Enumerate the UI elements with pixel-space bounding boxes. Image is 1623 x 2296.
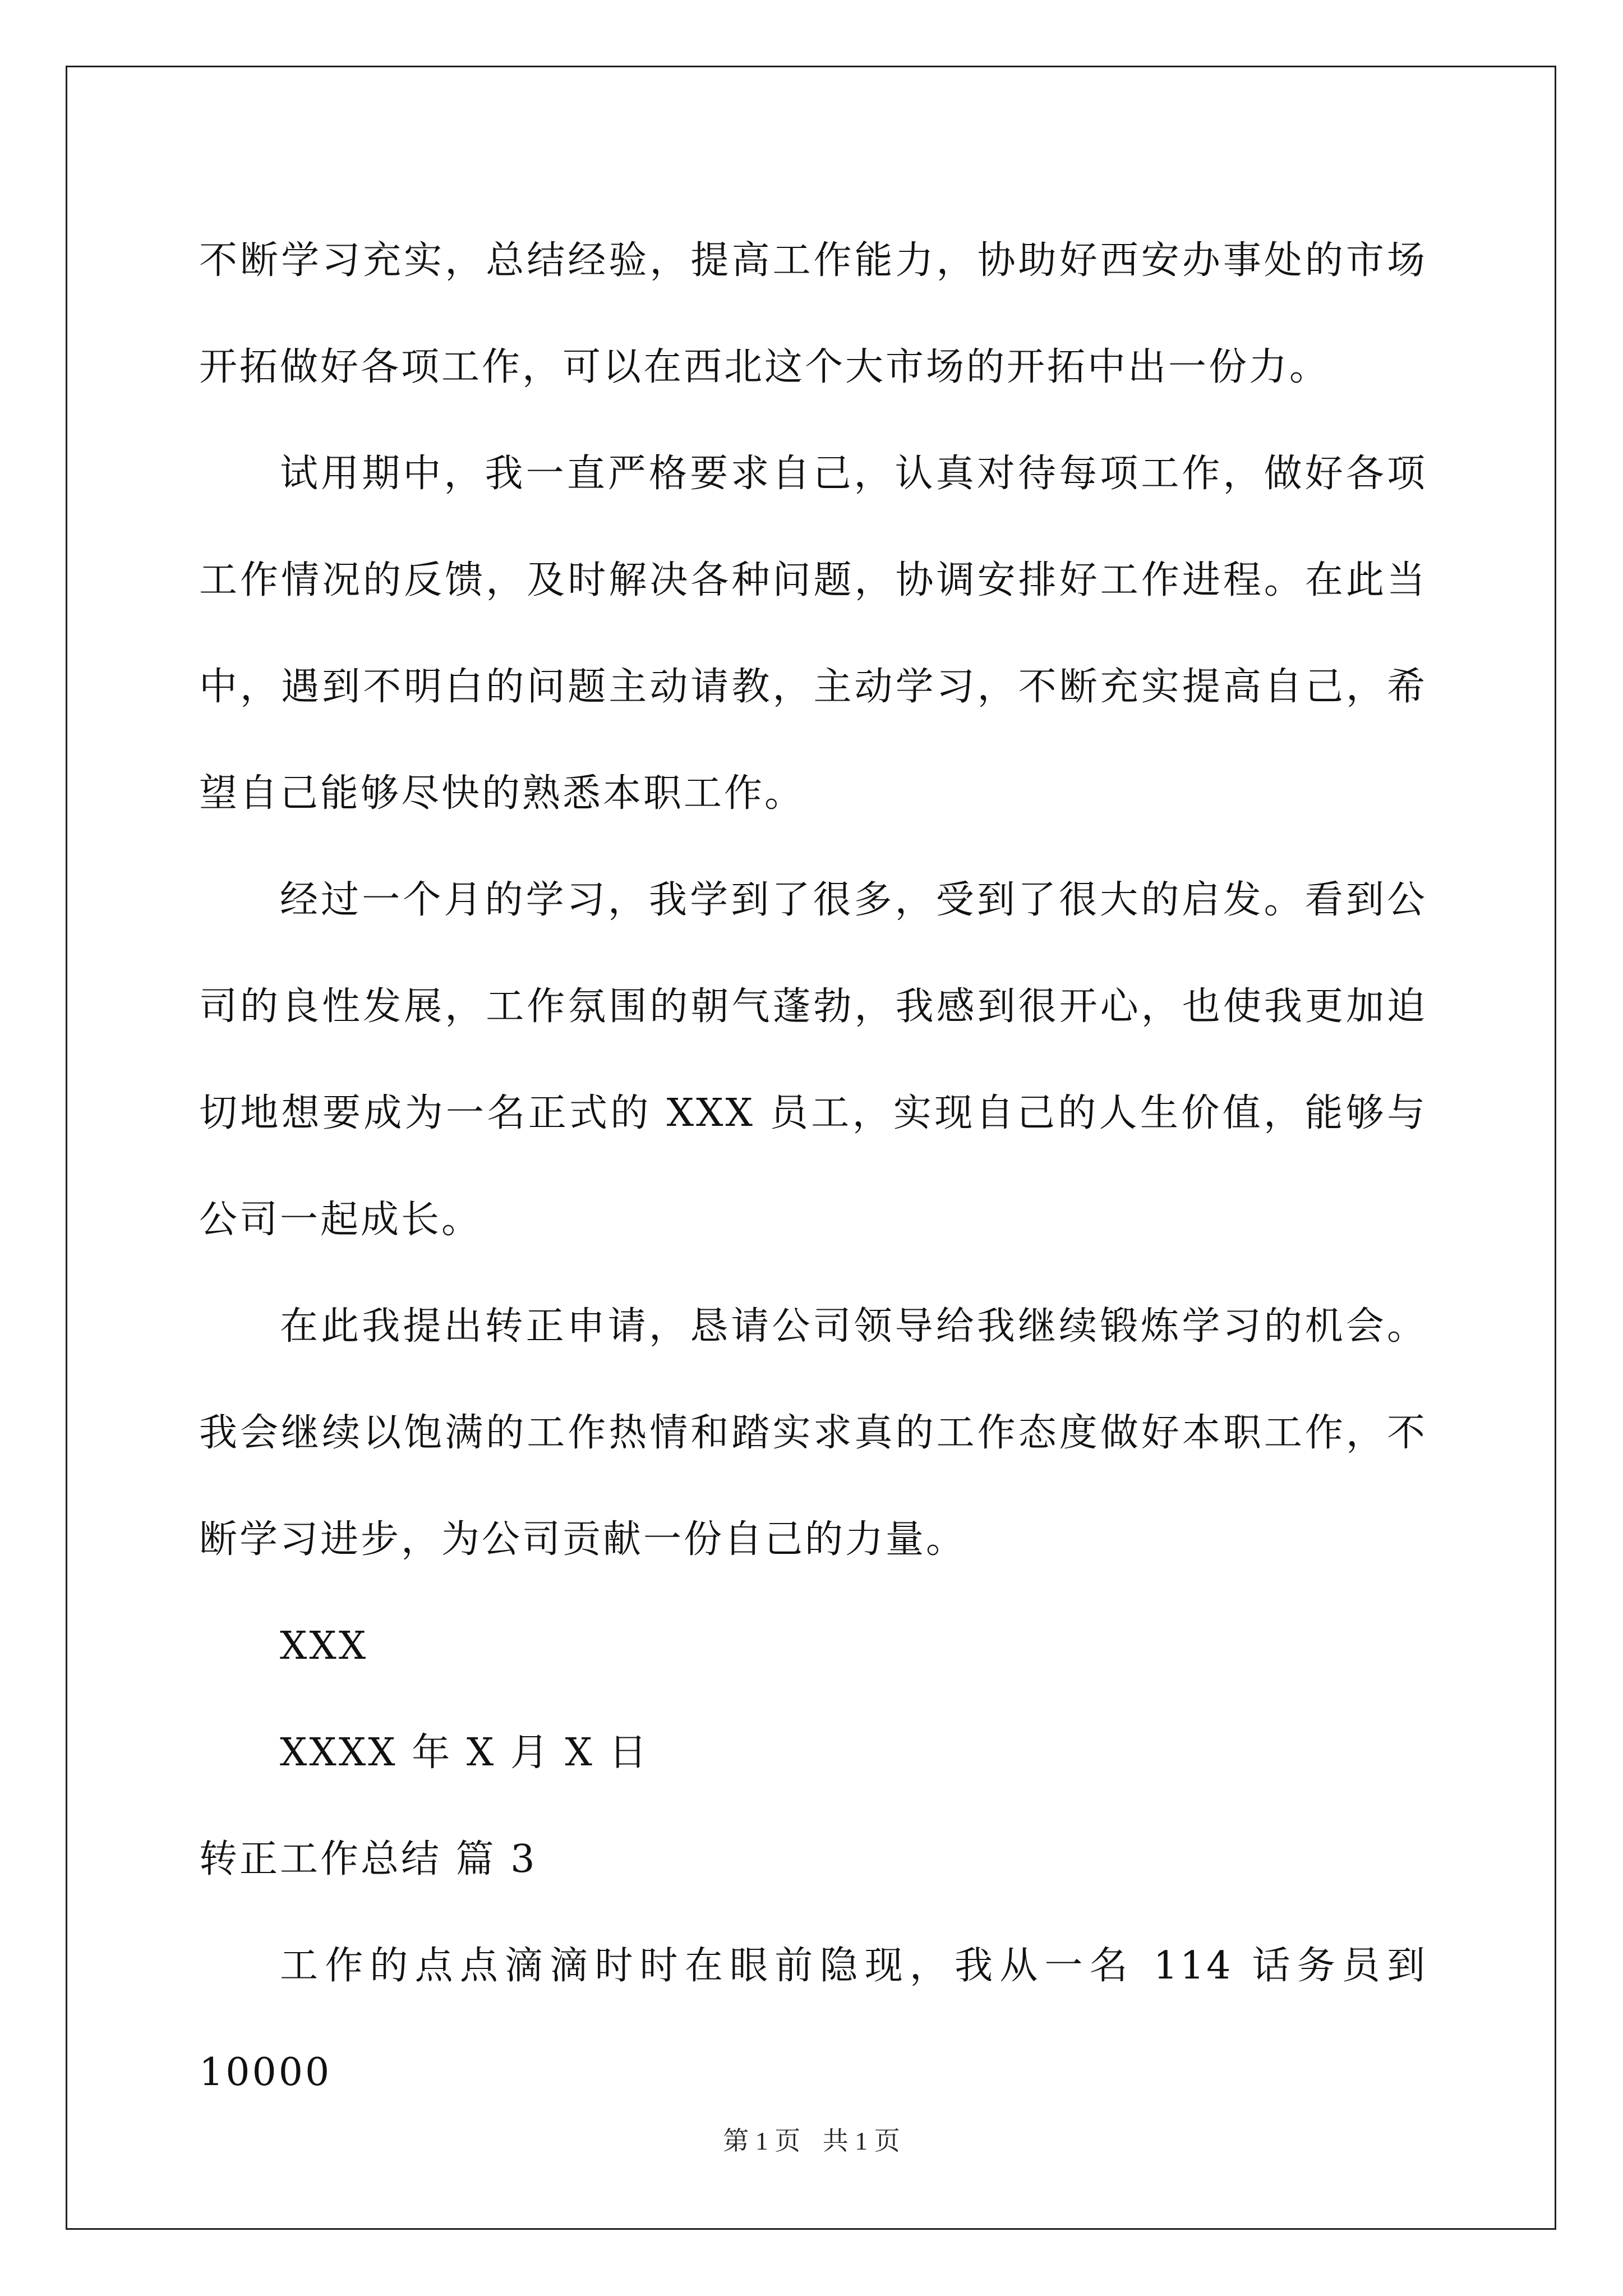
document-body	[199, 208, 1427, 2126]
paragraph-8: 工作的点点滴滴时时在眼前隐现，我从一名 114 话务员到 10000	[199, 1944, 1427, 2095]
page-number: 第 1 页	[723, 2127, 801, 2155]
page-footer	[0, 2120, 1623, 2157]
paragraph-3: 经过一个月的学习，我学到了很多，受到了很大的启发。看到公司的良性发展，工作氛围的朝气蓬勃，我感到很开心，也使我更加迫切地想要成为一名正式的 XXX 员工，实现自己的人生价值，能够与公司一起成长。	[199, 878, 1427, 1242]
section-heading: 转正工作总结 篇 3	[199, 1837, 537, 1881]
signature-name: XXX	[280, 1624, 368, 1668]
paragraph-1: 不断学习充实，总结经验，提高工作能力，协助好西安办事处的市场开拓做好各项工作，可以在西北这个大市场的开拓中出一份力。	[199, 238, 1427, 389]
page-total: 共 1 页	[822, 2127, 900, 2155]
signature-date: XXXX 年 X 月 X 日	[280, 1731, 649, 1775]
paragraph-2: 试用期中，我一直严格要求自己，认真对待每项工作，做好各项工作情况的反馈，及时解决各种问题，协调安排好工作进程。在此当中，遇到不明白的问题主动请教，主动学习，不断充实提高自己，希望自己能够尽快的熟悉本职工作。	[199, 452, 1427, 816]
paragraph-4: 在此我提出转正申请，恳请公司领导给我继续锻炼学习的机会。我会继续以饱满的工作热情和踏实求真的工作态度做好本职工作，不断学习进步，为公司贡献一份自己的力量。	[199, 1304, 1427, 1562]
